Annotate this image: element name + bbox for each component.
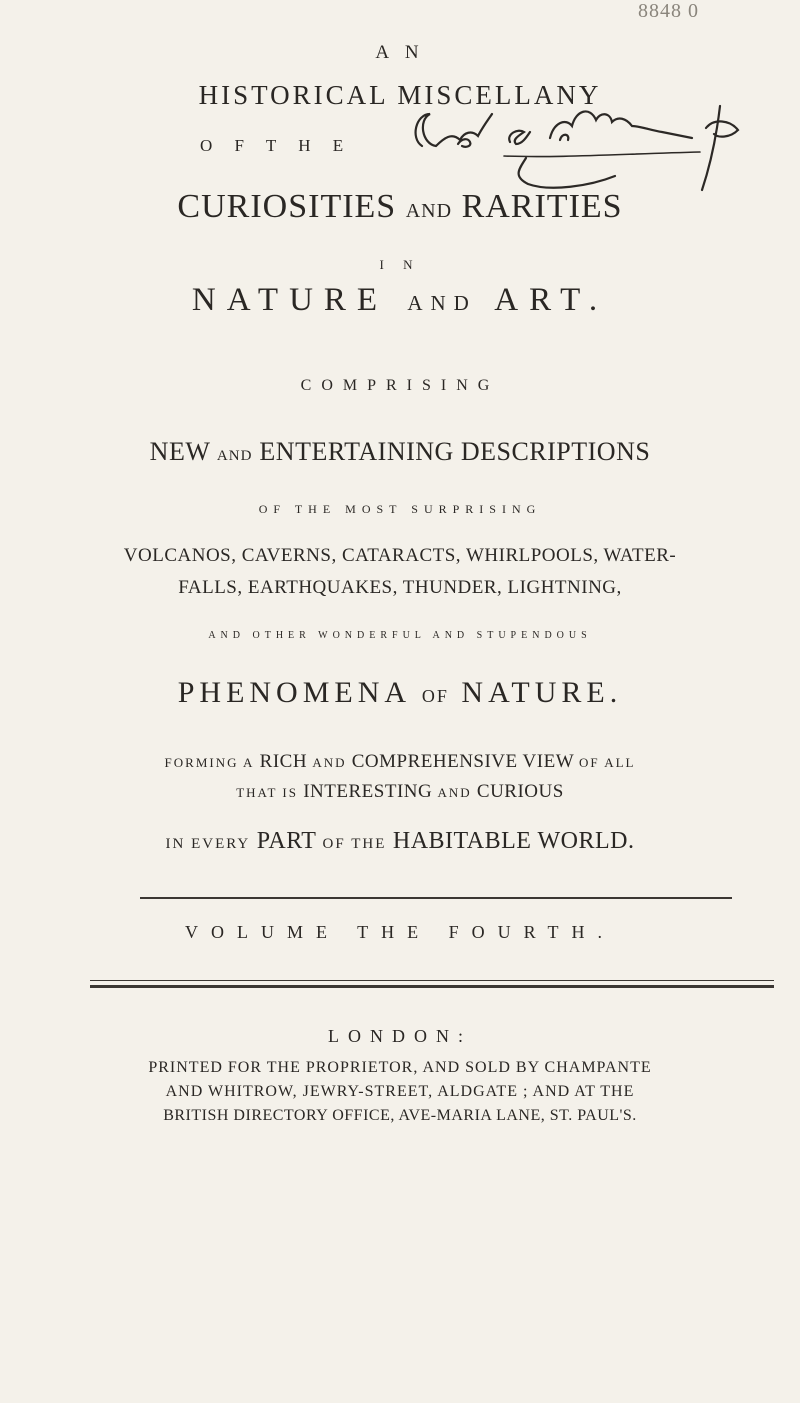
- in-every: IN EVERY: [165, 836, 251, 852]
- shelfmark: 8848 0: [638, 0, 699, 22]
- subtitle-new-descriptions: [0, 437, 800, 467]
- forming-rich: RICH: [259, 751, 308, 772]
- subtitle-of: OF: [421, 686, 449, 706]
- volume-label: VOLUME THE FOURTH.: [184, 922, 616, 942]
- description-that-line: [0, 781, 800, 803]
- in-every-of-the: OF THE: [322, 836, 387, 852]
- forming-a: FORMING A: [164, 755, 255, 770]
- divider-rule-upper: [140, 897, 732, 899]
- subtitle-new: NEW: [149, 437, 210, 466]
- subtitle-entertaining-descriptions: ENTERTAINING DESCRIPTIONS: [259, 437, 651, 466]
- imprint-line-1: PRINTED FOR THE PROPRIETOR, AND SOLD BY CHAMPANTE: [148, 1059, 652, 1076]
- title-historical-miscellany: HISTORICAL MISCELLANY: [198, 80, 602, 110]
- subtitle-list-line-2: FALLS, EARTHQUAKES, THUNDER, LIGHTNING,: [178, 577, 622, 598]
- title-of-the: O F T H E: [200, 136, 353, 155]
- title-nature-and-art: [0, 282, 800, 319]
- title-art: ART.: [494, 282, 609, 318]
- title-in: I N: [379, 257, 421, 272]
- subtitle-list-line-1: VOLCANOS, CAVERNS, CATARACTS, WHIRLPOOLS, WATER-: [123, 545, 677, 566]
- forming-comprehensive-view: COMPREHENSIVE VIEW: [351, 751, 574, 772]
- title-and-connector: AND: [405, 200, 453, 222]
- habitable-world: HABITABLE WORLD.: [392, 828, 635, 854]
- imprint-line-2: AND WHITROW, JEWRY-STREET, ALDGATE ; AND AT THE: [165, 1083, 635, 1100]
- that-is: THAT IS: [236, 785, 298, 800]
- title-nature-and: AND: [407, 291, 477, 315]
- that-interesting: INTERESTING: [303, 781, 433, 802]
- forming-and: AND: [312, 755, 347, 770]
- imprint-line-3: BRITISH DIRECTORY OFFICE, AVE-MARIA LANE, ST. PAUL'S.: [163, 1107, 637, 1124]
- article-an: A N: [375, 42, 425, 63]
- in-every-part: PART: [256, 828, 317, 854]
- title-rarities: RARITIES: [461, 188, 623, 225]
- title-curiosities-and-rarities: [0, 188, 800, 226]
- divider-rule-thick: [90, 985, 774, 988]
- comprising-label: COMPRISING: [300, 377, 500, 394]
- forming-of-all: OF ALL: [579, 755, 636, 770]
- that-and: AND: [437, 785, 472, 800]
- title-nature: NATURE: [191, 282, 389, 318]
- subtitle-most-surprising: OF THE MOST SURPRISING: [258, 502, 542, 516]
- subtitle-nature: NATURE.: [461, 676, 623, 709]
- description-forming-line: [0, 751, 800, 773]
- imprint-place: LONDON:: [328, 1026, 472, 1046]
- subtitle-and-other: AND OTHER WONDERFUL AND STUPENDOUS: [208, 630, 592, 641]
- that-curious: CURIOUS: [476, 781, 564, 802]
- subtitle-phenomena: PHENOMENA: [177, 676, 410, 709]
- title-curiosities: CURIOSITIES: [177, 188, 397, 225]
- divider-rule-thin: [90, 980, 774, 981]
- subtitle-phenomena-of-nature: [0, 676, 800, 710]
- description-in-every-line: [0, 828, 800, 855]
- subtitle-new-and: AND: [216, 448, 253, 464]
